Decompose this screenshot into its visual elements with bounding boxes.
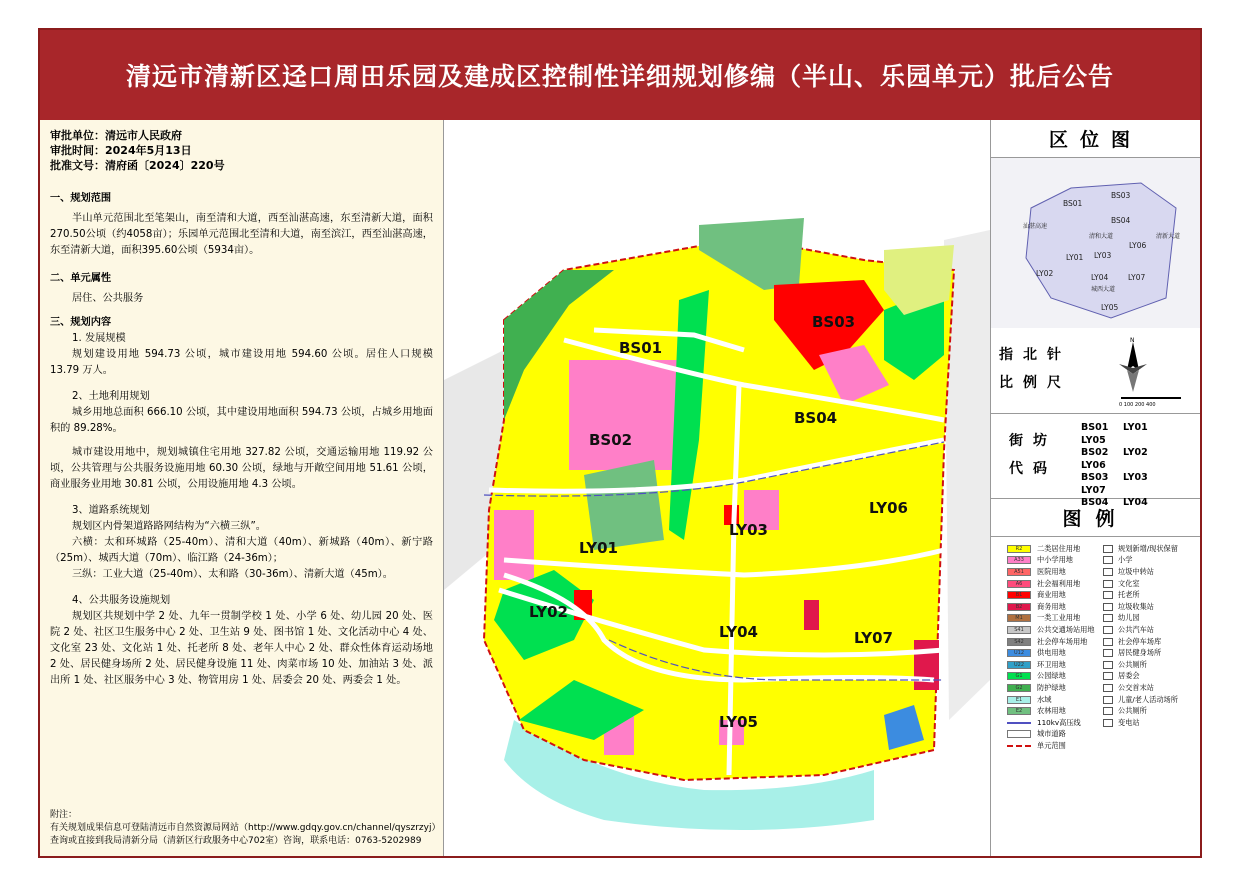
legend-swatch: S42 (1007, 638, 1031, 646)
legend-label: 社会停车场用地 (1037, 636, 1088, 646)
legend-swatch: B1 (1007, 591, 1031, 599)
unit-label: LY04 (719, 623, 758, 641)
legend-swatch: E2 (1007, 707, 1031, 715)
title-bar (40, 30, 1200, 120)
section-text: 半山单元范围北至笔架山，南至清和大道，西至汕湛高速，东至清新大道，面积270.50公顷（约4058亩）；乐园单元范围北至清和大道，南至滨江，西至汕湛高速，东至清新大道，面积395.60公顷（5934亩）。 (50, 213, 433, 256)
legend-label: 商业用地 (1037, 590, 1066, 600)
legend-item (1007, 601, 1095, 613)
section-text: 规划建设用地 594.73 公顷，城市建设用地 594.60 公顷。居住人口规模 13.79 万人。 (50, 349, 433, 376)
section-text: 规划区共规划中学 2 处、九年一贯制学校 1 处、小学 6 处、幼儿园 20 处、医院 2 处、社区卫生服务中心 2 处、卫生站 9 处、图书馆 1 处、文化活动中心 4 处、文化室 23 处、文化站 1 处、托老所 8 处、老年人中心 2 处、群众性体育运动场地 2 处、居民健身场所 2 处、居民健身设施 11 处、肉菜市场 10 处、加油站 3 处、派出所 1 处、社区服务中心 3 处、物管用房 1 处、居委会 20 处、两委会 1 处。 (50, 611, 433, 686)
facility-icon (1103, 684, 1113, 692)
legend-label: 托老所 (1118, 590, 1140, 600)
approval-unit: 审批单位：清远市人民政府 (50, 129, 182, 142)
facility-icon (1103, 649, 1113, 657)
legend-item (1103, 578, 1178, 590)
loc-label: LY01 (1066, 253, 1084, 262)
legend-label: 环卫用地 (1037, 659, 1066, 669)
legend-swatch: U12 (1007, 649, 1031, 657)
legend-item (1103, 647, 1178, 659)
section-text: 城市建设用地中，规划城镇住宅用地 327.82 公顷，交通运输用地 119.92 公顷，公共管理与公共服务设施用地 60.30 公顷，绿地与开敞空间用地 51.61 公顷，商业服务业用地 30.81 公顷，公用设施用地 4.3 公顷。 (50, 447, 433, 490)
legend-item (1007, 566, 1095, 578)
facility-icon (1103, 614, 1113, 622)
legend-item (1007, 624, 1095, 636)
loc-label: LY06 (1129, 241, 1147, 250)
unit-label: BS03 (812, 313, 856, 331)
legend-label: 单元范围 (1037, 740, 1066, 750)
legend-label: 一类工业用地 (1037, 613, 1081, 623)
location-map (991, 158, 1200, 328)
code: LY01 (1123, 422, 1148, 433)
legend-label: 变电站 (1118, 717, 1140, 727)
footnote (50, 809, 440, 848)
north-arrow-icon (1111, 334, 1191, 410)
legend-label: 城市道路 (1037, 729, 1066, 739)
legend-label: 文化室 (1118, 578, 1140, 588)
legend-item (1007, 613, 1095, 625)
subsection-title: 2、土地利用规划 (72, 391, 150, 402)
unit-label: BS01 (619, 339, 663, 357)
legend-label: 中小学用地 (1037, 555, 1073, 565)
facility-icon (1103, 591, 1113, 599)
loc-label: BS03 (1111, 191, 1131, 200)
legend-label: 儿童/老人活动场所 (1118, 694, 1178, 704)
map-canvas (444, 120, 990, 856)
unit-label: LY05 (719, 713, 758, 731)
loc-label: BS04 (1111, 216, 1131, 225)
legend-label: 公共汽车站 (1118, 624, 1154, 634)
facility-icon (1103, 696, 1113, 704)
legend-item (1007, 671, 1095, 683)
legend-swatch: B2 (1007, 603, 1031, 611)
legend-item (1007, 589, 1095, 601)
legend-label: 农林用地 (1037, 706, 1066, 716)
legend-label: 幼儿园 (1118, 613, 1140, 623)
loc-label: BS01 (1063, 199, 1083, 208)
legend-item (1007, 647, 1095, 659)
legend-item (1103, 589, 1178, 601)
code: BS03 (1081, 472, 1109, 483)
loc-road: 清新大道 (1156, 233, 1181, 240)
legend-label: 社会福利用地 (1037, 578, 1081, 588)
legend-item (1007, 578, 1095, 590)
legend-label: 公交首末站 (1118, 682, 1154, 692)
legend-label: 垃圾中转站 (1118, 566, 1154, 576)
loc-label: LY07 (1128, 273, 1146, 282)
legend-item (1007, 705, 1095, 717)
legend-label: 防护绿地 (1037, 682, 1066, 692)
facility-icon (1103, 545, 1113, 553)
legend-swatch (1007, 722, 1031, 724)
approval-doc: 批准文号：清府函〔2024〕220号 (50, 159, 225, 172)
legend-item (1103, 543, 1178, 555)
footnote-line: 有关规划成果信息可登陆清远市自然资源局网站（http://www.gdqy.gov.cn/channel/qyszrzyj） (50, 823, 441, 833)
legend-label: 公共厕所 (1118, 706, 1147, 716)
legend-item (1103, 613, 1178, 625)
code: BS01 (1081, 422, 1109, 433)
facility-icon (1103, 568, 1113, 576)
facility-icon (1103, 672, 1113, 680)
subsection-title: 1. 发展规模 (72, 333, 126, 344)
code: LY05 (1081, 434, 1106, 446)
legend (991, 537, 1200, 750)
legend-item (1103, 682, 1178, 694)
scale-label: 比例尺 (999, 375, 1071, 391)
code: BS02 (1081, 447, 1109, 458)
legend-label: 垃圾收集站 (1118, 601, 1154, 611)
loc-label: LY02 (1036, 269, 1054, 278)
legend-label: 小学 (1118, 555, 1133, 565)
legend-swatch: G2 (1007, 684, 1031, 692)
section-text: 规划区内骨架道路路网结构为“六横三纵”。 (72, 521, 266, 532)
legend-label: 医院用地 (1037, 566, 1066, 576)
unit-label: BS02 (589, 431, 633, 449)
unit-label: LY03 (729, 521, 768, 539)
unit-label: LY07 (854, 629, 893, 647)
loc-label: LY03 (1094, 251, 1112, 260)
unit-label: LY01 (579, 539, 618, 557)
legend-left-column (1007, 543, 1095, 752)
legend-label: 商务用地 (1037, 601, 1066, 611)
legend-label: 公园绿地 (1037, 671, 1066, 681)
legend-item (1103, 566, 1178, 578)
code: LY04 (1123, 497, 1148, 508)
legend-item (1007, 729, 1095, 741)
legend-item (1007, 659, 1095, 671)
legend-item (1007, 636, 1095, 648)
code: LY06 (1081, 459, 1106, 471)
legend-item (1103, 659, 1178, 671)
unit-label: LY02 (529, 603, 568, 621)
compass-scale (991, 328, 1200, 414)
legend-swatch: A33 (1007, 556, 1031, 564)
legend-swatch: A6 (1007, 580, 1031, 588)
right-panel (990, 120, 1200, 856)
section-text: 城乡用地总面积 666.10 公顷，其中建设用地面积 594.73 公顷，占城乡用地面积的 89.28%。 (50, 407, 433, 434)
legend-item (1103, 717, 1178, 729)
legend-item (1007, 543, 1095, 555)
school-block (569, 360, 679, 470)
code: BS04 (1081, 497, 1109, 508)
loc-road: 汕湛高速 (1023, 223, 1048, 230)
section-title: 三、规划内容 (50, 317, 112, 328)
approval-meta (40, 120, 443, 173)
legend-swatch: E1 (1007, 696, 1031, 704)
unit-label: LY06 (869, 499, 908, 517)
legend-label: 110kv高压线 (1037, 717, 1081, 727)
legend-label: 水域 (1037, 694, 1052, 704)
facility-icon (1103, 638, 1113, 646)
poster-frame (38, 28, 1202, 858)
legend-label: 公共厕所 (1118, 659, 1147, 669)
business-block (804, 600, 819, 630)
legend-item (1007, 555, 1095, 567)
block-codes (991, 414, 1200, 508)
loc-label: LY05 (1101, 303, 1119, 312)
legend-label: 二类居住用地 (1037, 543, 1081, 553)
legend-item (1103, 555, 1178, 567)
legend-item (1007, 682, 1095, 694)
subsection-title: 4、公共服务设施规划 (72, 595, 171, 606)
legend-label: 规划新增/现状保留 (1118, 543, 1178, 553)
codes-label: 街坊 (1009, 433, 1057, 449)
legend-label: 供电用地 (1037, 648, 1066, 658)
legend-label: 公共交通场站用地 (1037, 624, 1095, 634)
text-panel (40, 120, 444, 856)
legend-swatch: A51 (1007, 568, 1031, 576)
loc-road: 城西大道 (1091, 286, 1116, 293)
loc-label: LY04 (1091, 273, 1109, 282)
business-block (914, 640, 939, 690)
svg-text:N: N (1130, 337, 1135, 344)
legend-label: 居民健身场所 (1118, 648, 1162, 658)
legend-label: 居委会 (1118, 671, 1140, 681)
loc-road: 清和大道 (1089, 233, 1114, 240)
location-map-canvas (991, 158, 1200, 328)
legend-label: 社会停车场库 (1118, 636, 1162, 646)
facility-icon (1103, 556, 1113, 564)
legend-item (1103, 601, 1178, 613)
location-map-title: 区位图 (991, 120, 1200, 158)
legend-swatch: G1 (1007, 672, 1031, 680)
legend-item (1103, 624, 1178, 636)
code-grid (1081, 422, 1200, 510)
codes-label: 代码 (1009, 461, 1057, 477)
section-text: 三纵：工业大道（25-40m）、太和路（30-36m）、清新大道（45m）。 (72, 569, 393, 580)
legend-swatch: S41 (1007, 626, 1031, 634)
subsection-title: 3、道路系统规划 (72, 505, 150, 516)
unit-label: BS04 (794, 409, 838, 427)
legend-item (1103, 671, 1178, 683)
approval-date: 审批时间：2024年5月13日 (50, 144, 192, 157)
legend-swatch: M1 (1007, 614, 1031, 622)
code: LY02 (1123, 447, 1148, 458)
legend-item (1007, 717, 1095, 729)
legend-right-column (1103, 543, 1178, 729)
compass-label: 指北针 (999, 347, 1071, 363)
facility-icon (1103, 661, 1113, 669)
legend-item (1007, 740, 1095, 752)
code: LY03 (1123, 472, 1148, 483)
section-title: 二、单元属性 (50, 273, 112, 284)
legend-swatch: U22 (1007, 661, 1031, 669)
facility-icon (1103, 603, 1113, 611)
legend-item (1103, 694, 1178, 706)
code: LY07 (1081, 484, 1106, 496)
legend-swatch: R2 (1007, 545, 1031, 553)
section-text: 六横：太和环城路（25-40m）、清和大道（40m）、新城路（40m）、新宁路（25m）、城西大道（70m）、临江路（24-36m）； (50, 537, 433, 564)
facility-icon (1103, 580, 1113, 588)
footnote-line: 查询或直接到我局清新分局（清新区行政服务中心702室）咨询，联系电话：0763-5202989 (50, 836, 422, 846)
school-block (494, 510, 534, 580)
section-title: 一、规划范围 (50, 193, 112, 204)
legend-swatch (1007, 745, 1031, 747)
facility-icon (1103, 707, 1113, 715)
legend-item (1007, 694, 1095, 706)
legend-title: 图例 (991, 499, 1200, 537)
legend-item (1103, 636, 1178, 648)
scale-ticks: 0 100 200 400 (1119, 402, 1156, 408)
facility-icon (1103, 626, 1113, 634)
page-title: 清远市清新区迳口周田乐园及建成区控制性详细规划修编（半山、乐园单元）批后公告 (125, 62, 1114, 91)
footnote-label: 附注： (50, 810, 78, 820)
facility-icon (1103, 719, 1113, 727)
legend-swatch (1007, 730, 1031, 738)
section-text: 居住、公共服务 (72, 293, 144, 304)
park-green (584, 460, 664, 550)
land-use-map[interactable] (444, 120, 990, 856)
legend-item (1103, 705, 1178, 717)
